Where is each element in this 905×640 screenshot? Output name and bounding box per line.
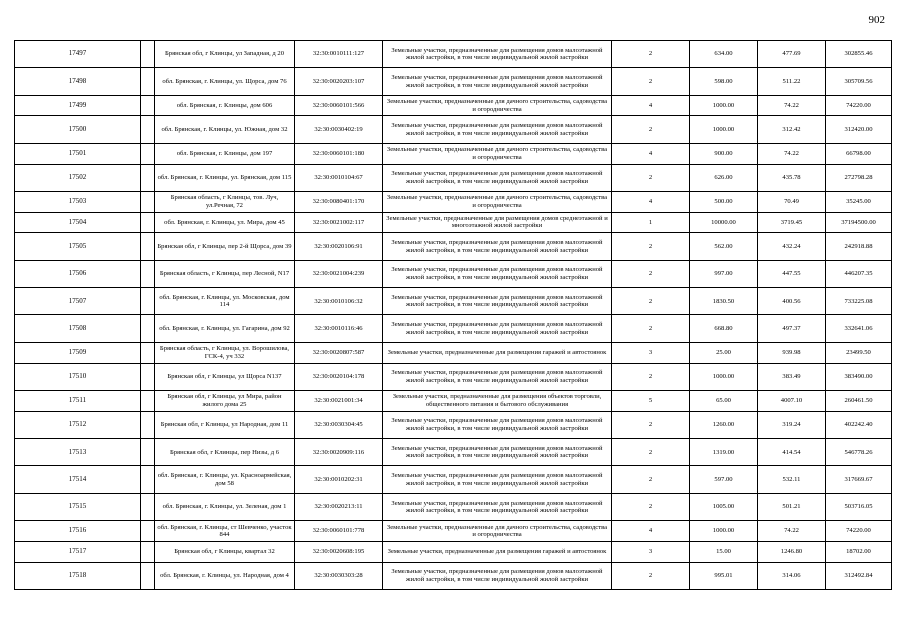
cadastral-number-cell: 32:30:0020104:178: [295, 363, 383, 390]
cadastral-value-cell: 18702.00: [826, 541, 892, 562]
group-cell: 2: [612, 439, 690, 466]
cadastral-number-cell: 32:30:0060101:778: [295, 521, 383, 542]
cadastral-number-cell: 32:30:0020909:116: [295, 439, 383, 466]
cadastral-value-cell: 272798.28: [826, 164, 892, 191]
group-cell: 2: [612, 68, 690, 95]
address-cell: Брянская обл, г Клинцы, ул Щорса N137: [155, 363, 295, 390]
spacer-cell: [141, 390, 155, 411]
area-cell: 1000.00: [690, 95, 758, 116]
land-use-cell: Земельные участки, предназначенные для дачного строительства, садоводства и огородничества: [383, 521, 612, 542]
cadastral-value-cell: 312420.00: [826, 116, 892, 143]
land-use-cell: Земельные участки, предназначенные для дачного строительства, садоводства и огородничества: [383, 191, 612, 212]
row-id: 17503: [15, 191, 141, 212]
address-cell: обл. Брянская, г. Клинцы, ул. Красноармейская, дом 58: [155, 466, 295, 493]
address-cell: обл. Брянская, г. Клинцы, ул. Мира, дом 45: [155, 212, 295, 233]
row-id: 17507: [15, 288, 141, 315]
area-cell: 562.00: [690, 233, 758, 260]
specific-value-cell: 477.69: [758, 41, 826, 68]
specific-value-cell: 74.22: [758, 95, 826, 116]
table-row: [15, 260, 892, 287]
spacer-cell: [141, 315, 155, 342]
spacer-cell: [141, 562, 155, 589]
cadastral-value-cell: 317669.67: [826, 466, 892, 493]
cadastral-value-cell: 66798.00: [826, 143, 892, 164]
land-use-cell: Земельные участки, предназначенные для размещения гаражей и автостоянок: [383, 541, 612, 562]
area-cell: 995.01: [690, 562, 758, 589]
cadastral-value-cell: 503716.05: [826, 493, 892, 520]
table-row: [15, 143, 892, 164]
address-cell: Брянская обл, г Клинцы, ул Западная, д 20: [155, 41, 295, 68]
specific-value-cell: 319.24: [758, 411, 826, 438]
specific-value-cell: 1246.80: [758, 541, 826, 562]
land-use-cell: Земельные участки, предназначенные для размещения домов малоэтажной жилой застройки, в том числе индивидуальной жилой застройки: [383, 116, 612, 143]
table-row: [15, 116, 892, 143]
group-cell: 2: [612, 233, 690, 260]
land-use-cell: Земельные участки, предназначенные для размещения домов малоэтажной жилой застройки, в том числе индивидуальной жилой застройки: [383, 363, 612, 390]
cadastral-number-cell: 32:30:0030303:28: [295, 562, 383, 589]
cadastral-value-cell: 260461.50: [826, 390, 892, 411]
area-cell: 500.00: [690, 191, 758, 212]
land-use-cell: Земельные участки, предназначенные для размещения домов малоэтажной жилой застройки, в том числе индивидуальной жилой застройки: [383, 164, 612, 191]
row-id: 17499: [15, 95, 141, 116]
group-cell: 2: [612, 315, 690, 342]
row-id: 17504: [15, 212, 141, 233]
spacer-cell: [141, 466, 155, 493]
table-row: [15, 342, 892, 363]
cadastral-value-cell: 383490.00: [826, 363, 892, 390]
area-cell: 15.00: [690, 541, 758, 562]
address-cell: Брянская обл, г Клинцы, ул Народная, дом 11: [155, 411, 295, 438]
row-id: 17510: [15, 363, 141, 390]
cadastral-value-cell: 305709.56: [826, 68, 892, 95]
land-use-cell: Земельные участки, предназначенные для размещения домов малоэтажной жилой застройки, в том числе индивидуальной жилой застройки: [383, 466, 612, 493]
group-cell: 3: [612, 342, 690, 363]
row-id: 17513: [15, 439, 141, 466]
cadastral-value-table: [14, 40, 892, 590]
address-cell: обл. Брянская, г. Клинцы, ул. Гагарина, дом 92: [155, 315, 295, 342]
group-cell: 2: [612, 41, 690, 68]
address-cell: обл. Брянская, г. Клинцы, ул. Брянская, дом 115: [155, 164, 295, 191]
cadastral-value-cell: 332641.06: [826, 315, 892, 342]
spacer-cell: [141, 95, 155, 116]
table-row: [15, 521, 892, 542]
area-cell: 626.00: [690, 164, 758, 191]
land-use-cell: Земельные участки, предназначенные для размещения домов малоэтажной жилой застройки, в том числе индивидуальной жилой застройки: [383, 562, 612, 589]
group-cell: 2: [612, 466, 690, 493]
cadastral-number-cell: 32:30:0030304:45: [295, 411, 383, 438]
address-cell: обл. Брянская, г. Клинцы, ст Шевченко, участок 844: [155, 521, 295, 542]
cadastral-number-cell: 32:30:0020203:107: [295, 68, 383, 95]
cadastral-number-cell: 32:30:0010111:127: [295, 41, 383, 68]
row-id: 17502: [15, 164, 141, 191]
cadastral-number-cell: 32:30:0060101:566: [295, 95, 383, 116]
group-cell: 2: [612, 411, 690, 438]
specific-value-cell: 400.56: [758, 288, 826, 315]
group-cell: 4: [612, 191, 690, 212]
land-use-cell: Земельные участки, предназначенные для размещения гаражей и автостоянок: [383, 342, 612, 363]
address-cell: обл. Брянская, г. Клинцы, ул. Народная, дом 4: [155, 562, 295, 589]
spacer-cell: [141, 411, 155, 438]
row-id: 17505: [15, 233, 141, 260]
land-use-cell: Земельные участки, предназначенные для размещения домов малоэтажной жилой застройки, в том числе индивидуальной жилой застройки: [383, 260, 612, 287]
address-cell: Брянская обл, г Клинцы, пер 2-й Щорса, дом 39: [155, 233, 295, 260]
specific-value-cell: 383.49: [758, 363, 826, 390]
table-row: [15, 363, 892, 390]
cadastral-value-cell: 312492.84: [826, 562, 892, 589]
spacer-cell: [141, 164, 155, 191]
cadastral-number-cell: 32:30:0010104:67: [295, 164, 383, 191]
group-cell: 2: [612, 493, 690, 520]
spacer-cell: [141, 342, 155, 363]
address-cell: Брянская обл, г Клинцы, ул Мира, район жилого дома 25: [155, 390, 295, 411]
cadastral-number-cell: 32:30:0020213:11: [295, 493, 383, 520]
table-row: [15, 315, 892, 342]
row-id: 17511: [15, 390, 141, 411]
area-cell: 65.00: [690, 390, 758, 411]
row-id: 17512: [15, 411, 141, 438]
table-row: [15, 288, 892, 315]
spacer-cell: [141, 541, 155, 562]
cadastral-value-cell: 74220.00: [826, 95, 892, 116]
specific-value-cell: 497.37: [758, 315, 826, 342]
specific-value-cell: 414.54: [758, 439, 826, 466]
cadastral-value-cell: 35245.00: [826, 191, 892, 212]
table-row: [15, 390, 892, 411]
row-id: 17515: [15, 493, 141, 520]
group-cell: 2: [612, 116, 690, 143]
specific-value-cell: 939.98: [758, 342, 826, 363]
cadastral-number-cell: 32:30:0021001:34: [295, 390, 383, 411]
spacer-cell: [141, 363, 155, 390]
area-cell: 10000.00: [690, 212, 758, 233]
specific-value-cell: 74.22: [758, 521, 826, 542]
table-row: [15, 212, 892, 233]
address-cell: Брянская область, г Клинцы, пер Лесной, N17: [155, 260, 295, 287]
table-row: [15, 411, 892, 438]
table-row: [15, 68, 892, 95]
specific-value-cell: 314.06: [758, 562, 826, 589]
cadastral-number-cell: 32:30:0010202:31: [295, 466, 383, 493]
spacer-cell: [141, 233, 155, 260]
address-cell: Брянская область, г Клинцы, тов. Луч, ул.Речная, 72: [155, 191, 295, 212]
cadastral-value-cell: 446207.35: [826, 260, 892, 287]
address-cell: обл. Брянская, г. Клинцы, ул. Московская, дом 114: [155, 288, 295, 315]
area-cell: 900.00: [690, 143, 758, 164]
specific-value-cell: 3719.45: [758, 212, 826, 233]
cadastral-value-cell: 302855.46: [826, 41, 892, 68]
area-cell: 598.00: [690, 68, 758, 95]
spacer-cell: [141, 439, 155, 466]
specific-value-cell: 312.42: [758, 116, 826, 143]
cadastral-value-cell: 546778.26: [826, 439, 892, 466]
cadastral-number-cell: 32:30:0030402:19: [295, 116, 383, 143]
spacer-cell: [141, 143, 155, 164]
page-number: 902: [868, 14, 885, 26]
row-id: 17516: [15, 521, 141, 542]
specific-value-cell: 501.21: [758, 493, 826, 520]
cadastral-number-cell: 32:30:0021002:117: [295, 212, 383, 233]
specific-value-cell: 4007.10: [758, 390, 826, 411]
cadastral-number-cell: 32:30:0010106:32: [295, 288, 383, 315]
cadastral-value-cell: 733225.08: [826, 288, 892, 315]
group-cell: 2: [612, 363, 690, 390]
table-row: [15, 164, 892, 191]
specific-value-cell: 432.24: [758, 233, 826, 260]
row-id: 17514: [15, 466, 141, 493]
area-cell: 1000.00: [690, 116, 758, 143]
group-cell: 2: [612, 260, 690, 287]
area-cell: 25.00: [690, 342, 758, 363]
address-cell: обл. Брянская, г. Клинцы, ул. Южная, дом 32: [155, 116, 295, 143]
spacer-cell: [141, 41, 155, 68]
specific-value-cell: 70.49: [758, 191, 826, 212]
cadastral-value-cell: 242918.88: [826, 233, 892, 260]
area-cell: 597.00: [690, 466, 758, 493]
address-cell: Брянская обл, г Клинцы, квартал 32: [155, 541, 295, 562]
table-row: [15, 233, 892, 260]
cadastral-number-cell: 32:30:0080401:170: [295, 191, 383, 212]
row-id: 17501: [15, 143, 141, 164]
cadastral-number-cell: 32:30:0010116:46: [295, 315, 383, 342]
group-cell: 5: [612, 390, 690, 411]
spacer-cell: [141, 191, 155, 212]
area-cell: 1830.50: [690, 288, 758, 315]
group-cell: 4: [612, 95, 690, 116]
row-id: 17497: [15, 41, 141, 68]
group-cell: 2: [612, 288, 690, 315]
area-cell: 634.00: [690, 41, 758, 68]
address-cell: обл. Брянская, г. Клинцы, ул. Зеленая, дом 1: [155, 493, 295, 520]
group-cell: 2: [612, 164, 690, 191]
address-cell: обл. Брянская, г. Клинцы, дом 606: [155, 95, 295, 116]
cadastral-number-cell: 32:30:0020807:587: [295, 342, 383, 363]
address-cell: обл. Брянская, г. Клинцы, дом 197: [155, 143, 295, 164]
land-use-cell: Земельные участки, предназначенные для размещения домов среднеэтажной и многоэтажной жилой застройки: [383, 212, 612, 233]
table-row: [15, 493, 892, 520]
specific-value-cell: 447.55: [758, 260, 826, 287]
table-row: [15, 562, 892, 589]
spacer-cell: [141, 493, 155, 520]
group-cell: 2: [612, 562, 690, 589]
area-cell: 1000.00: [690, 363, 758, 390]
cadastral-number-cell: 32:30:0060101:180: [295, 143, 383, 164]
cadastral-value-cell: 23499.50: [826, 342, 892, 363]
group-cell: 1: [612, 212, 690, 233]
land-use-cell: Земельные участки, предназначенные для размещения объектов торговли, общественного питания и бытового обслуживания: [383, 390, 612, 411]
row-id: 17506: [15, 260, 141, 287]
group-cell: 3: [612, 541, 690, 562]
area-cell: 1260.00: [690, 411, 758, 438]
spacer-cell: [141, 260, 155, 287]
land-use-cell: Земельные участки, предназначенные для размещения домов малоэтажной жилой застройки, в том числе индивидуальной жилой застройки: [383, 68, 612, 95]
land-use-cell: Земельные участки, предназначенные для размещения домов малоэтажной жилой застройки, в том числе индивидуальной жилой застройки: [383, 315, 612, 342]
row-id: 17500: [15, 116, 141, 143]
table-row: [15, 41, 892, 68]
group-cell: 4: [612, 521, 690, 542]
area-cell: 668.80: [690, 315, 758, 342]
row-id: 17518: [15, 562, 141, 589]
land-use-cell: Земельные участки, предназначенные для размещения домов малоэтажной жилой застройки, в том числе индивидуальной жилой застройки: [383, 493, 612, 520]
spacer-cell: [141, 288, 155, 315]
table-row: [15, 95, 892, 116]
address-cell: обл. Брянская, г. Клинцы, ул. Щорса, дом 76: [155, 68, 295, 95]
spacer-cell: [141, 116, 155, 143]
land-use-cell: Земельные участки, предназначенные для размещения домов малоэтажной жилой застройки, в том числе индивидуальной жилой застройки: [383, 411, 612, 438]
specific-value-cell: 74.22: [758, 143, 826, 164]
cadastral-number-cell: 32:30:0020106:91: [295, 233, 383, 260]
spacer-cell: [141, 68, 155, 95]
land-use-cell: Земельные участки, предназначенные для размещения домов малоэтажной жилой застройки, в том числе индивидуальной жилой застройки: [383, 41, 612, 68]
cadastral-value-cell: 74220.00: [826, 521, 892, 542]
spacer-cell: [141, 521, 155, 542]
cadastral-number-cell: 32:30:0021004:239: [295, 260, 383, 287]
cadastral-value-cell: 37194500.00: [826, 212, 892, 233]
address-cell: Брянская обл, г Клинцы, пер Низы, д 6: [155, 439, 295, 466]
spacer-cell: [141, 212, 155, 233]
area-cell: 997.00: [690, 260, 758, 287]
area-cell: 1319.00: [690, 439, 758, 466]
specific-value-cell: 511.22: [758, 68, 826, 95]
land-use-cell: Земельные участки, предназначенные для размещения домов малоэтажной жилой застройки, в том числе индивидуальной жилой застройки: [383, 439, 612, 466]
row-id: 17508: [15, 315, 141, 342]
land-use-cell: Земельные участки, предназначенные для дачного строительства, садоводства и огородничества: [383, 143, 612, 164]
land-use-cell: Земельные участки, предназначенные для размещения домов малоэтажной жилой застройки, в том числе индивидуальной жилой застройки: [383, 233, 612, 260]
table-row: [15, 466, 892, 493]
land-use-cell: Земельные участки, предназначенные для размещения домов малоэтажной жилой застройки, в том числе индивидуальной жилой застройки: [383, 288, 612, 315]
area-cell: 1000.00: [690, 521, 758, 542]
table-row: [15, 541, 892, 562]
cadastral-value-cell: 402242.40: [826, 411, 892, 438]
group-cell: 4: [612, 143, 690, 164]
table-row: [15, 191, 892, 212]
land-use-cell: Земельные участки, предназначенные для дачного строительства, садоводства и огородничества: [383, 95, 612, 116]
address-cell: Брянская область, г Клинцы, ул. Ворошилова, ГСК-4, уч 332: [155, 342, 295, 363]
row-id: 17517: [15, 541, 141, 562]
specific-value-cell: 532.11: [758, 466, 826, 493]
specific-value-cell: 435.78: [758, 164, 826, 191]
cadastral-number-cell: 32:30:0020608:195: [295, 541, 383, 562]
area-cell: 1005.00: [690, 493, 758, 520]
row-id: 17509: [15, 342, 141, 363]
table-row: [15, 439, 892, 466]
row-id: 17498: [15, 68, 141, 95]
